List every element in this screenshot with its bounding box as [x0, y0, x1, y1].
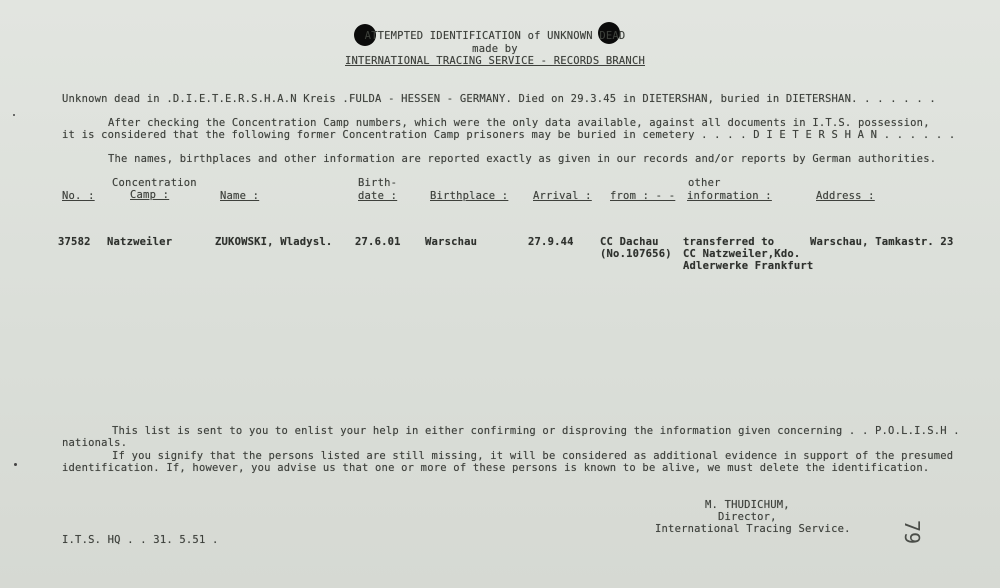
- row-birthplace: Warschau: [425, 236, 478, 248]
- document-title: ATTEMPTED IDENTIFICATION of UNKNOWN DEAD: [364, 30, 626, 42]
- header-other: information :: [687, 190, 772, 202]
- intro-paragraph-line1: After checking the Concentration Camp numbers, which were the only data available, against all documents in I.T.S. possession,: [108, 117, 930, 129]
- header-camp-top: Concentration: [112, 177, 197, 189]
- row-from-line2: (No.107656): [600, 248, 672, 260]
- signature-title: Director,: [718, 511, 777, 523]
- header-from: from : - -: [610, 190, 676, 202]
- closing-line3: If you signify that the persons listed are still missing, it will be considered as additional evidence in support of the presumed: [112, 450, 954, 462]
- row-other-line2: CC Natzweiler,Kdo.: [683, 248, 801, 260]
- intro-paragraph-line2: it is considered that the following former Concentration Camp prisoners may be buried in cemetery . . . . D I E T E R S H A N . . . . . .: [62, 129, 956, 141]
- row-address: Warschau, Tamkastr. 23: [810, 236, 954, 248]
- speck-mark: [14, 463, 17, 466]
- row-other-line1: transferred to: [683, 236, 775, 248]
- header-name: Name :: [220, 190, 260, 202]
- speck-mark: [13, 114, 15, 116]
- row-from-line1: CC Dachau: [600, 236, 659, 248]
- header-arrival: Arrival :: [533, 190, 592, 202]
- closing-line2: nationals.: [62, 437, 128, 449]
- header-birthdate: date :: [358, 190, 398, 202]
- header-other-top: other: [688, 177, 721, 189]
- header-camp: Camp :: [130, 189, 170, 201]
- signature-org: International Tracing Service.: [655, 523, 851, 535]
- row-name: ZUKOWSKI, Wladysl.: [215, 236, 333, 248]
- signature-name: M. THUDICHUM,: [705, 499, 790, 511]
- records-note: The names, birthplaces and other information are reported exactly as given in our records and/or reports by German authorities.: [108, 153, 937, 165]
- closing-line4: identification. If, however, you advise us that one or more of these persons is known to be alive, we must delete the identification.: [62, 462, 930, 474]
- row-camp: Natzweiler: [107, 236, 173, 248]
- row-arrival: 27.9.44: [528, 236, 574, 248]
- unknown-dead-line: Unknown dead in .D.I.E.T.E.R.S.H.A.N Kreis .FULDA - HESSEN - GERMANY. Died on 29.3.45 in DIETERSHAN, buried in DIETERSHAN. . . . . . .: [62, 93, 936, 105]
- row-other-line3: Adlerwerke Frankfurt: [683, 260, 814, 272]
- row-birthdate: 27.6.01: [355, 236, 401, 248]
- made-by-line: made by: [472, 43, 518, 55]
- row-no: 37582: [58, 236, 91, 248]
- header-no: No. :: [62, 190, 95, 202]
- header-birthplace: Birthplace :: [430, 190, 509, 202]
- closing-line1: This list is sent to you to enlist your help in either confirming or disproving the information given concerning . . P.O.L.I.S.H .: [112, 425, 960, 437]
- footer-reference: I.T.S. HQ . . 31. 5.51 .: [62, 534, 219, 546]
- header-birthdate-top: Birth-: [358, 177, 398, 189]
- header-address: Address :: [816, 190, 875, 202]
- page-number-stamp: 79: [900, 519, 925, 545]
- organization-line: INTERNATIONAL TRACING SERVICE - RECORDS BRANCH: [345, 55, 645, 67]
